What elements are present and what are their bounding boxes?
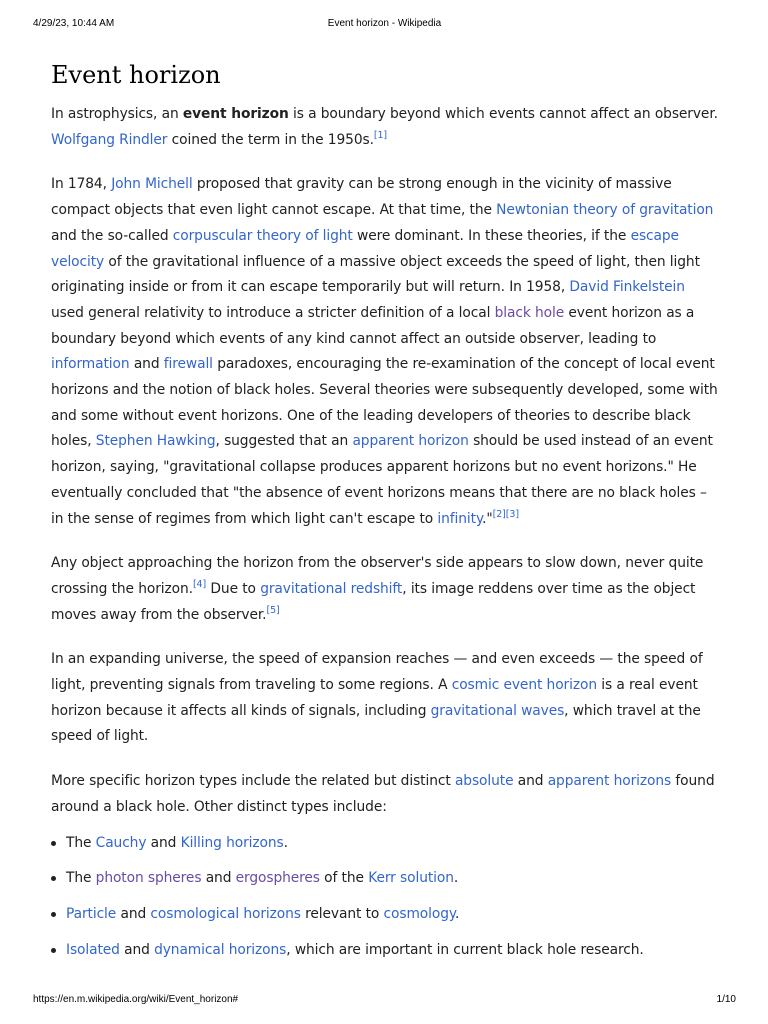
text: In an expanding universe, the speed of expansion reaches — and even exceeds — the speed of light, preventing signals from traveling to some regions. A: [51, 651, 703, 694]
link-gravitational-waves[interactable]: gravitational waves: [430, 702, 565, 719]
link-particle[interactable]: Particle: [66, 905, 117, 922]
text: should be used instead of an event horizon, saying, "gravitational collapse produces apparent horizons but no event horizons." He eventually concluded that "the absence of event horizons means that there are no black holes – in the sense of regimes from which light can't escape to: [51, 433, 713, 527]
list-item: [51, 938, 721, 964]
print-header: [33, 18, 736, 32]
print-datetime: 4/29/23, 10:44 AM: [33, 18, 115, 29]
list-item: [51, 902, 721, 928]
link-apparent-horizons[interactable]: apparent horizons: [547, 773, 672, 790]
link-cosmology[interactable]: cosmology: [383, 905, 455, 922]
print-url: https://en.m.wikipedia.org/wiki/Event_horizon#: [33, 994, 239, 1005]
horizon-types-list: [51, 831, 721, 964]
link-cosmic-event-horizon[interactable]: cosmic event horizon: [451, 677, 597, 694]
text: Any object approaching the horizon from the observer's side appears to slow down, never quite crossing the horizon.: [51, 555, 704, 597]
print-page-title: Event horizon - Wikipedia: [327, 18, 442, 29]
link-information[interactable]: information: [51, 356, 130, 373]
print-footer: [33, 994, 736, 1008]
link-escape-velocity[interactable]: escape velocity: [51, 227, 679, 270]
print-page-number: 1/10: [716, 994, 736, 1005]
link-kerr-solution[interactable]: Kerr solution: [368, 870, 454, 887]
link-stephen-hawking[interactable]: Stephen Hawking: [95, 433, 216, 450]
text: is a real event horizon because it affects all kinds of signals, including: [51, 677, 698, 719]
text: , suggested that an: [215, 433, 353, 450]
link-dynamical-horizons[interactable]: dynamical horizons: [154, 941, 287, 958]
list-item: [51, 831, 721, 857]
link-john-michell[interactable]: John Michell: [111, 176, 193, 193]
text: .": [482, 510, 493, 527]
intro-paragraph: [51, 102, 721, 153]
link-newtonian-gravitation[interactable]: Newtonian theory of gravitation: [496, 202, 714, 219]
page-title: Event horizon: [51, 61, 221, 89]
text: of the: [319, 870, 369, 887]
approach-paragraph: [51, 551, 721, 628]
reference-5[interactable]: [5]: [266, 604, 280, 616]
bullet-icon: [51, 841, 56, 846]
link-gravitational-redshift[interactable]: gravitational redshift: [260, 580, 403, 597]
link-apparent-horizon[interactable]: apparent horizon: [352, 433, 469, 450]
text: In 1784,: [51, 176, 112, 193]
text: coined the term in the 1950s.: [167, 131, 374, 148]
link-black-hole[interactable]: black hole: [494, 304, 565, 321]
text: and: [129, 356, 164, 373]
history-paragraph: [51, 172, 721, 532]
reference-1[interactable]: [1]: [373, 129, 388, 141]
text: of the gravitational influence of a massive object exceeds the speed of light, then light originating inside or from it can escape temporarily but will return. In 1958,: [51, 253, 700, 296]
text: and the so-called: [51, 227, 173, 244]
link-cosmological-horizons[interactable]: cosmological horizons: [150, 905, 301, 922]
link-photon-spheres[interactable]: photon spheres: [95, 870, 202, 887]
text: Due to: [206, 580, 261, 597]
link-corpuscular-theory[interactable]: corpuscular theory of light: [172, 227, 353, 244]
text: were dominant. In these theories, if the: [352, 227, 631, 244]
link-david-finkelstein[interactable]: David Finkelstein: [569, 279, 685, 296]
reference-4[interactable]: [4]: [192, 578, 207, 590]
link-firewall[interactable]: firewall: [163, 356, 213, 373]
text: used general relativity to introduce a stricter definition of a local: [51, 304, 495, 321]
text: is a boundary beyond which events cannot affect an observer.: [288, 106, 718, 122]
text: The: [66, 834, 96, 851]
text: The: [66, 870, 96, 887]
text: More specific horizon types include the related but distinct: [51, 773, 455, 790]
list-item: [51, 866, 721, 892]
text: and: [146, 834, 181, 851]
reference-2-3[interactable]: [2][3]: [492, 508, 519, 520]
link-wolfgang-rindler[interactable]: Wolfgang Rindler: [51, 131, 168, 148]
text: and: [201, 870, 236, 887]
bullet-icon: [51, 912, 56, 917]
text: .: [453, 870, 459, 887]
types-paragraph: [51, 769, 721, 820]
text: proposed that gravity can be strong enough in the vicinity of massive compact objects that even light cannot escape. At that time, the: [51, 176, 672, 219]
text: .: [283, 834, 288, 851]
link-infinity[interactable]: infinity: [437, 510, 483, 527]
expansion-paragraph: [51, 647, 721, 750]
text: and: [116, 905, 151, 922]
text: relevant to: [300, 905, 384, 922]
bullet-icon: [51, 948, 56, 953]
bullet-icon: [51, 876, 56, 881]
link-killing-horizons[interactable]: Killing horizons: [180, 834, 284, 851]
text: , which travel at the speed of light.: [51, 702, 701, 745]
text: , which are important in current black hole research.: [286, 941, 644, 958]
link-ergospheres[interactable]: ergospheres: [235, 870, 320, 887]
text: .: [454, 905, 460, 922]
text: found around a black hole. Other distinct types include:: [51, 773, 715, 815]
text: and: [119, 941, 155, 958]
link-absolute[interactable]: absolute: [454, 773, 514, 790]
text: In astrophysics, an: [51, 106, 183, 122]
text: and: [513, 773, 548, 790]
text: , its image reddens over time as the object moves away from the observer.: [51, 580, 696, 623]
bold-term: event horizon: [182, 106, 289, 122]
link-isolated[interactable]: Isolated: [66, 941, 120, 958]
text: event horizon as a boundary beyond which events of any kind cannot affect an outside observer, leading to: [51, 304, 695, 347]
text: paradoxes, encouraging the re-examination of the concept of local event horizons and the notion of black holes. Several theories were subsequently developed, some with and some without event horizons. One of the leading developers of theories to describe black holes,: [51, 356, 718, 450]
link-cauchy[interactable]: Cauchy: [95, 834, 147, 851]
article-content: [51, 57, 721, 973]
